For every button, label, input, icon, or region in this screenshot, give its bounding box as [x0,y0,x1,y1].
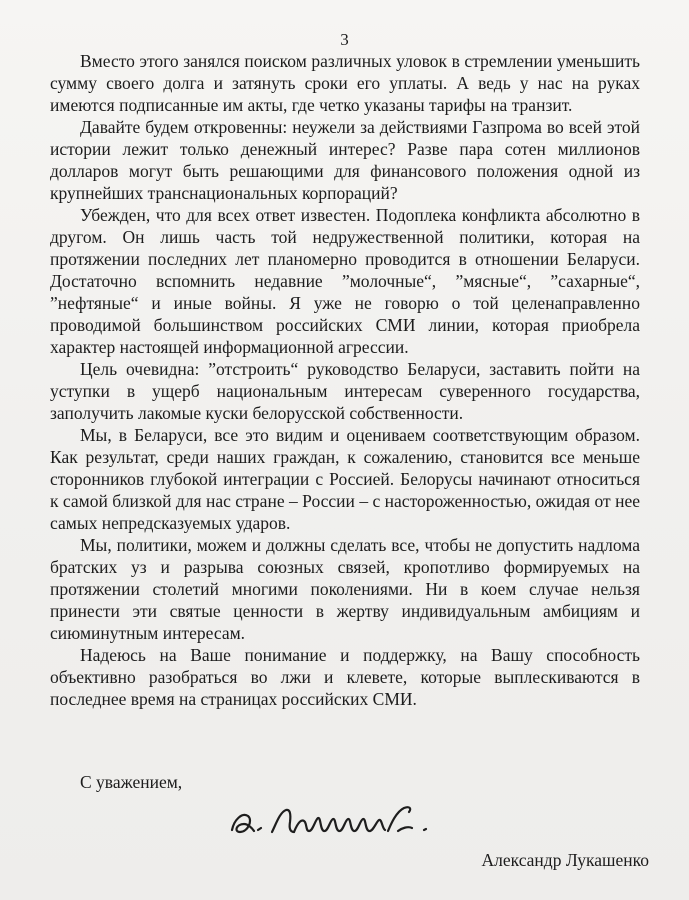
handwritten-signature [228,798,443,848]
paragraph: Цель очевидна: ”отстроить“ руководство Беларуси, заставить пойти на уступки в ущерб национальным интересам суверенного государства, заполучить лакомые куски белорусской собственности. [50,359,640,423]
page-number: 3 [340,30,349,49]
signer-name: Александр Лукашенко [481,850,649,870]
paragraph: Надеюсь на Ваше понимание и поддержку, на Вашу способность объективно разобраться во лжи и клевете, которые выплескиваются в последнее время на страницах российских СМИ. [50,645,640,709]
letter-body [50,50,640,710]
closing-phrase: С уважением, [80,772,183,792]
paragraph: Убежден, что для всех ответ известен. Подоплека конфликта абсолютно в другом. Он лишь часть той недружественной политики, которая на протяжении последних лет планомерно проводится в отношении Беларуси. Достаточно вспомнить недавние ”молочные“, ”мясные“, ”сахарные“, ”нефтяные“ и иные войны. Я уже не говорю о той целенаправленно проводимой большинством российских СМИ линии, которая приобрела характер настоящей информационной агрессии. [50,205,640,357]
paragraph: Мы, политики, можем и должны сделать все, чтобы не допустить надлома братских уз и разрыва союзных связей, кропотливо формируемых на протяжении столетий многими поколениями. Ни в коем случае нельзя принести эти святые ценности в жертву индивидуальным амбициям и сиюминутным интересам. [50,535,640,643]
paragraph: Давайте будем откровенны: неужели за действиями Газпрома во всей этой истории лежит только денежный интерес? Разве пара сотен миллионов долларов могут быть решающими для финансового положения одной из крупнейших транснациональных корпораций? [50,117,640,203]
paragraph: Мы, в Беларуси, все это видим и оцениваем соответствующим образом. Как результат, среди наших граждан, к сожалению, становится все меньше сторонников глубокой интеграции с Россией. Белорусы начинают относиться к самой близкой для нас стране – России – с настороженностью, ожидая от нее самых непредсказуемых ударов. [50,425,640,533]
paragraph: Вместо этого занялся поиском различных уловок в стремлении уменьшить сумму своего долга и затянуть сроки его уплаты. А ведь у нас на руках имеются подписанные им акты, где четко указаны тарифы на транзит. [50,51,640,115]
